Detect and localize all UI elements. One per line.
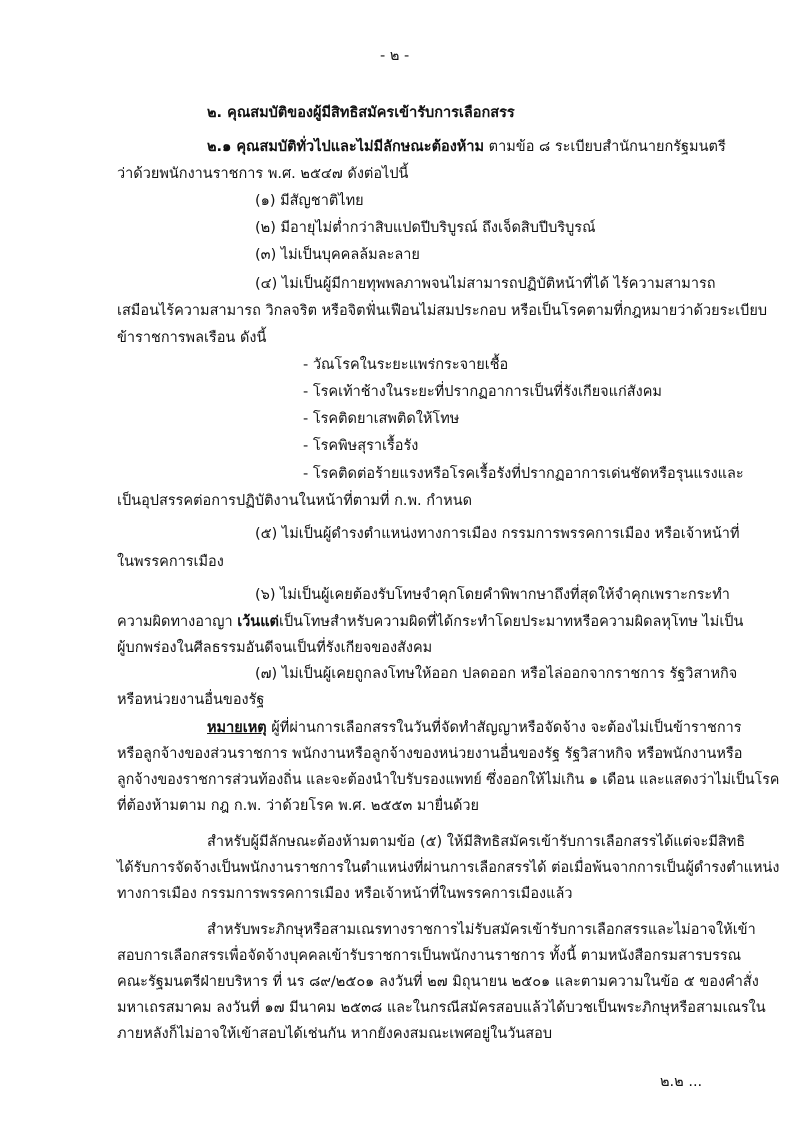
item-4-line2: เสมือนไร้ความสามารถ วิกลจริต หรือจิตฟั่นเฟือนไม่สมประกอบ หรือเป็นโรคตามที่กฎหมายว่าด้วยระเบียบ [117, 303, 768, 319]
subsection-intro-rest: ตามข้อ ๘ ระเบียบสำนักนายกรัฐมนตรี [488, 139, 726, 155]
disease-item: - โรคติดต่อร้ายแรงหรือโรคเรื้อรังที่ปรากฏอาการเด่นชัดหรือรุนแรงและ [303, 466, 744, 482]
para1-line2: ได้รับการจัดจ้างเป็นพนักงานราชการในตำแหน่งที่ผ่านการเลือกสรรได้ ต่อเมื่อพ้นจากการเป็นผู้ดำรงตำแหน่ง [117, 860, 780, 876]
subsection-intro-line1 [207, 137, 726, 157]
disease-item: - โรคติดยาเสพติดให้โทษ [303, 411, 460, 427]
para2-line1: สำหรับพระภิกษุหรือสามเณรทางราชการไม่รับสมัครเข้ารับการเลือกสรรและไม่อาจให้เข้า [207, 922, 756, 938]
para2-line5: ภายหลังก็ไม่อาจให้เข้าสอบได้เช่นกัน หากยังคงสมณะเพศอยู่ในวันสอบ [117, 1026, 553, 1042]
note-line2: หรือลูกจ้างของส่วนราชการ พนักงานหรือลูกจ้างของหน่วยงานอื่นของรัฐ รัฐวิสาหกิจ หรือพนักงานหรือ [117, 746, 743, 762]
item-6-line2-pre: ความผิดทางอาญา [117, 614, 233, 630]
item-6-exception: เว้นแต่ [237, 614, 279, 630]
item-6-line3: ผู้บกพร่องในศีลธรรมอันดีจนเป็นที่รังเกียจของสังคม [117, 640, 433, 656]
item-7-line2: หรือหน่วยงานอื่นของรัฐ [117, 692, 265, 708]
para2-line3: คณะรัฐมนตรีฝ่ายบริหาร ที่ นร ๘๙/๒๕๐๑ ลงวันที่ ๒๗ มิถุนายน ๒๕๐๑ และตามความในข้อ ๕ ของคำสั่ง [117, 974, 759, 990]
note-text: ผู้ที่ผ่านการเลือกสรรในวันที่จัดทำสัญญาหรือจัดจ้าง จะต้องไม่เป็นข้าราชการ [271, 720, 742, 736]
item-6-line1: (๖) ไม่เป็นผู้เคยต้องรับโทษจำคุกโดยคำพิพากษาถึงที่สุดให้จำคุกเพราะกระทำ [255, 587, 730, 603]
continuation-marker: ๒.๒ ... [660, 1074, 703, 1090]
disease-item: - วัณโรคในระยะแพร่กระจายเชื้อ [303, 357, 509, 373]
note-label: หมายเหตุ [207, 720, 267, 736]
subsection-intro-line2: ว่าด้วยพนักงานราชการ พ.ศ. ๒๕๔๗ ดังต่อไปนี้ [117, 166, 409, 182]
para1-line3: ทางการเมือง กรรมการพรรคการเมือง หรือเจ้าหน้าที่ในพรรคการเมืองแล้ว [117, 886, 573, 902]
item-6-line2 [117, 612, 743, 632]
para2-line4: มหาเถรสมาคม ลงวันที่ ๑๗ มีนาคม ๒๕๓๘ และในกรณีสมัครสอบแล้วได้บวชเป็นพระภิกษุหรือสามเณรใน [117, 1000, 766, 1016]
item-6-line2-post: เป็นโทษสำหรับความผิดที่ได้กระทำโดยประมาทหรือความผิดลหุโทษ ไม่เป็น [278, 614, 744, 630]
item-4-line3: ข้าราชการพลเรือน ดังนี้ [117, 330, 267, 346]
para1-line1: สำหรับผู้มีลักษณะต้องห้ามตามข้อ (๕) ให้มีสิทธิสมัครเข้ารับการเลือกสรรได้แต่จะมีสิทธิ [207, 834, 746, 850]
subsection-heading: ๒.๑ คุณสมบัติทั่วไปและไม่มีลักษณะต้องห้าม [207, 139, 485, 155]
item-4-line1: (๔) ไม่เป็นผู้มีกายทุพพลภาพจนไม่สามารถปฏิบัติหน้าที่ได้ ไร้ความสามารถ [255, 276, 716, 292]
item-5-line2: ในพรรคการเมือง [117, 554, 224, 570]
item-3: (๓) ไม่เป็นบุคคลล้มละลาย [255, 247, 420, 263]
page-number: - ๒ - [380, 48, 410, 64]
note-line1 [207, 718, 742, 738]
note-line4: ที่ต้องห้ามตาม กฎ ก.พ. ว่าด้วยโรค พ.ศ. ๒๕๕๓ มายื่นด้วย [117, 798, 480, 814]
para2-line2: สอบการเลือกสรรเพื่อจัดจ้างบุคคลเข้ารับราชการเป็นพนักงานราชการ ทั้งนี้ ตามหนังสือกรมสารบรรณ [117, 948, 742, 964]
item-2: (๒) มีอายุไม่ต่ำกว่าสิบแปดปีบริบูรณ์ ถึงเจ็ดสิบปีบริบูรณ์ [255, 220, 596, 236]
item-1: (๑) มีสัญชาติไทย [255, 193, 364, 209]
item-5-line1: (๕) ไม่เป็นผู้ดำรงตำแหน่งทางการเมือง กรรมการพรรคการเมือง หรือเจ้าหน้าที่ [255, 526, 740, 542]
note-line3: ลูกจ้างของราชการส่วนท้องถิ่น และจะต้องนำใบรับรองแพทย์ ซึ่งออกให้ไม่เกิน ๑ เดือน และแสดงว่าไม่เป็นโรค [117, 772, 780, 788]
disease-item: - โรคพิษสุราเรื้อรัง [303, 438, 419, 454]
disease-continuation: เป็นอุปสรรคต่อการปฏิบัติงานในหน้าที่ตามที่ ก.พ. กำหนด [117, 493, 473, 509]
item-7-line1: (๗) ไม่เป็นผู้เคยถูกลงโทษให้ออก ปลดออก หรือไล่ออกจากราชการ รัฐวิสาหกิจ [255, 666, 738, 682]
section-heading: ๒. คุณสมบัติของผู้มีสิทธิสมัครเข้ารับการเลือกสรร [207, 105, 515, 121]
disease-item: - โรคเท้าช้างในระยะที่ปรากฏอาการเป็นที่รังเกียจแก่สังคม [303, 384, 662, 400]
